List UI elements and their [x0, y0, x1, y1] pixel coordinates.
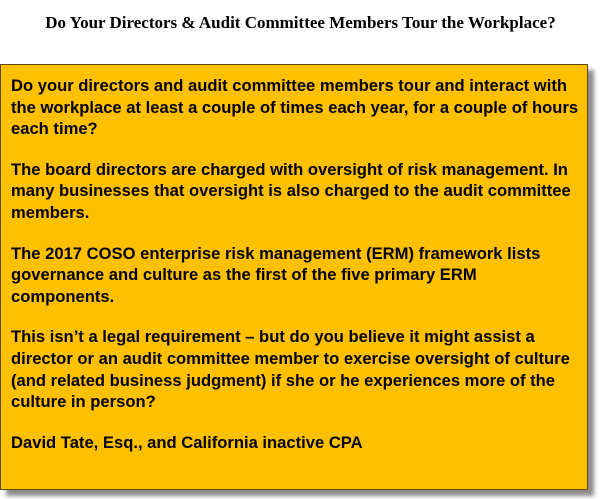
page-title: Do Your Directors & Audit Committee Members Tour the Workplace? — [45, 13, 556, 32]
paragraph-coso-framework: The 2017 COSO enterprise risk management (ERM) framework lists governance and culture as the first of the five primary ERM components. — [11, 243, 541, 306]
paragraph-board-oversight: The board directors are charged with oversight of risk management. In many businesses that oversight is also charged to the audit committee members. — [11, 159, 571, 222]
paragraph-question: Do your directors and audit committee members tour and interact with the workplace at least a couple of times each year, for a couple of hours each time? — [11, 76, 579, 139]
paragraph-legal-requirement: This isn’t a legal requirement – but do you believe it might assist a director or an audit committee member to exercise oversight of culture (and related business judgment) if she or he experiences more of the culture in person? — [11, 327, 570, 412]
content-box — [0, 64, 588, 490]
author-signature: David Tate, Esq., and California inactive CPA — [11, 432, 363, 452]
